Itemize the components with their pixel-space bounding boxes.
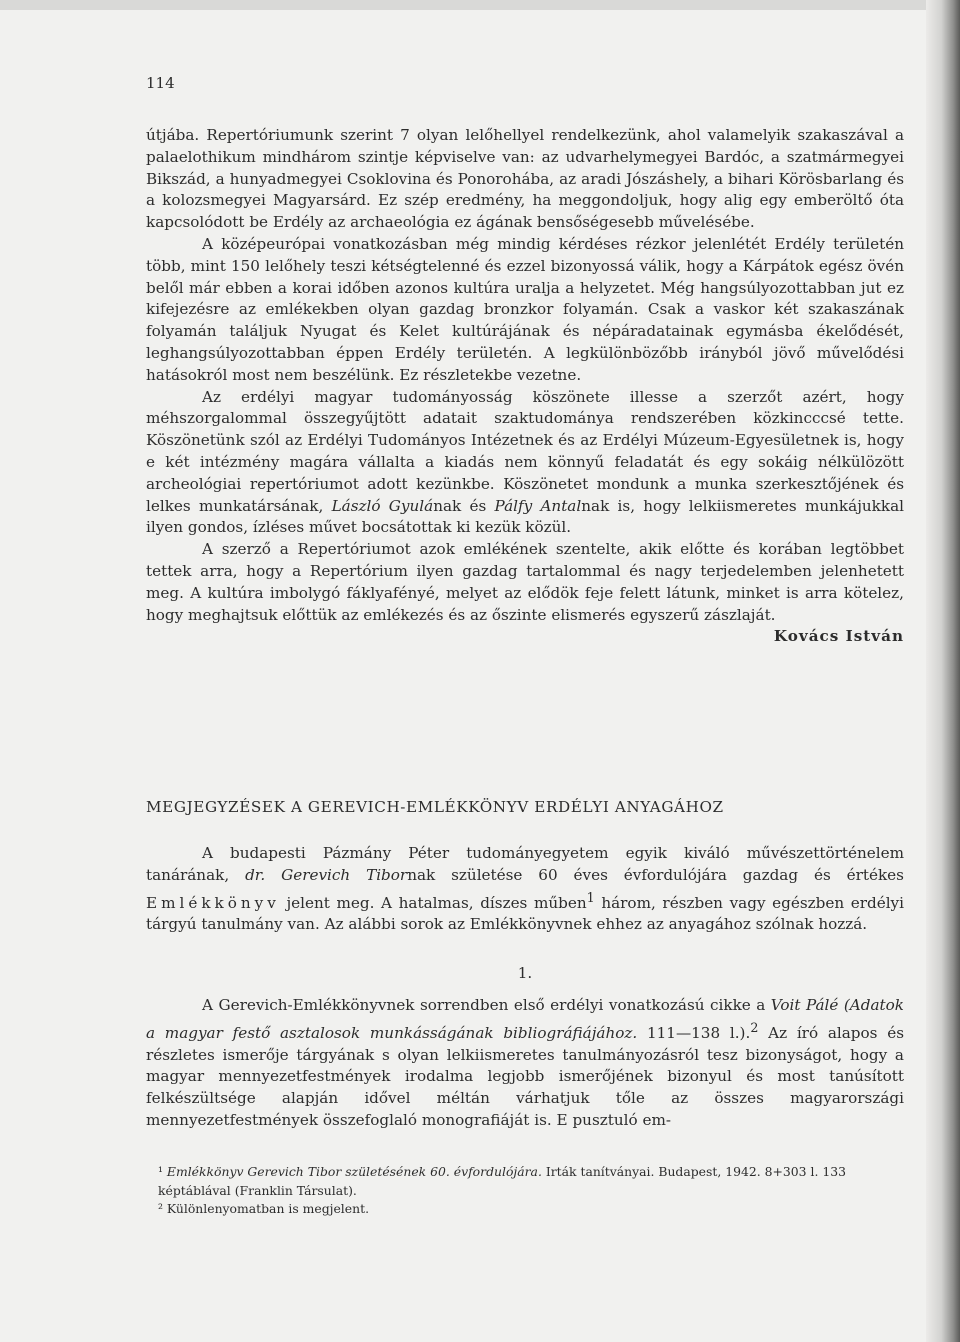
intro-text-4: három, részben vagy egészben erdélyi tárgyú tanulmány van. Az alábbi sorok az Emlékkönyvnek ehhez az anyagához szólnak hozzá. [146,893,904,934]
intro-dr: dr. [245,865,266,884]
article-intro [146,843,904,936]
section-1-body [146,995,904,1132]
inline-person-name: László Gyulá [331,496,434,515]
intro-emlekkonyv: Emlékkönyv [146,893,280,912]
section-text-2: 111—138 l.). [637,1023,751,1042]
footnote-1 [158,1163,904,1200]
scan-top-edge [0,0,960,10]
paragraph-1: útjába. Repertóriumunk szerint 7 olyan lelőhellyel rendelkezünk, ahol valamelyik szakaszával a palaelothikum mindhárom szintje képviselve van: az udvarhelymegyei Bardóc, a szatmármegyei Bikszád, a hunyadmegyei Csoklovina és Ponorohába, az aradi Jószáshely, a bihari Körösbarlang és a kolozsmegyei Magyarsárd. Ez szép eredmény, ha meggondoljuk, hogy alig egy emberöltő óta kapcsolódott be Erdély az archaeológia ez ágának bensőségesebb művelésébe. [146,126,904,232]
section-citation: Voit Pálé (Adatok a magyar festő asztalosok munkásságának bibliográfiájához. [146,996,904,1042]
footnote-2: ² Különlenyomatban is megjelent. [158,1201,370,1216]
section-number: 1. [517,964,533,982]
paragraph-2: A középeurópai vonatkozásban még mindig kérdéses rézkor jelenlétét Erdély területén több, mint 150 lelőhely teszi kétségtelenné és ezzel bizonyossá válik, hogy a Kárpátok egész övén belől már ebben a korai időben azonos kultúra uralja a helyzetet. Még hangsúlyozottabban jut ez kifejezésre az emlékekben olyan gazdag bronzkor folyamán. Csak a vaskor két szakaszának folyamán találjuk Nyugat és Kelet kultúrájának és népáradatainak egymásba ékelődését, leghangsúlyozottabban éppen Erdély területén. A legkülönbözőbb irányból jövő művelődési hatásokról most nem beszélünk. Ez részletekbe vezetne. [146,234,904,384]
footnotes [158,1163,904,1219]
scan-right-edge-shadow [926,0,960,1342]
inline-person-name: Pálfy Antal [494,496,582,515]
intro-honoree-name: Gerevich Tibor [281,865,408,884]
intro-paragraph [146,843,904,936]
footnote-ref-2: 2 [750,1019,759,1035]
intro-text-2: nak születése 60 éves évfordulójára gazdag és értékes [407,865,904,884]
section-text-1: A Gerevich-Emlékkönyvnek sorrendben első erdélyi vonatkozású cikke a [202,996,771,1014]
paragraph-3: Az erdélyi magyar tudományosság köszönete illesse a szerzőt azért, hogy méhszorgalommal összegyűjtött adatait szaktudománya rendszerében közkincccsé tette. Köszönetünk szól az Erdélyi Tudományos Intézetnek és az Erdélyi Múzeum-Egyesületnek is, hogy e két intézmény magára vállalta a kiadás nem könnyű feladatát és egy sokáig nélkülözött archeológiai repertóriumot adott kezünkbe. Köszönetet mondunk a munka szerkesztőjének és lelkes munkatársának, László Gyulának és Pálfy Antalnak is, hogy lelkiismeretes munkájukkal ilyen gondos, ízléses művet bocsátottak ki kezük közül. [146,387,905,537]
footnote-1-title: Emlékkönyv Gerevich Tibor születésének 60. évfordulójára. [166,1164,542,1179]
paragraph-4: A szerző a Repertóriumot azok emlékének szentelte, akik előtte és korában legtöbbet tettek arra, hogy a Repertórium ilyen gazdag tartalommal és nagy terjedelemben jelenhetett meg. A kultúra imbolygó fáklyafényé, melyet az elődök feje felett látunk, minket is arra kötelez, hogy meghajtsuk előttük az emlékezés és az őszinte elismerés egyszerű zászlaját. [146,540,904,624]
section-1-paragraph [146,995,904,1132]
review-body [146,125,904,648]
footnote-1-marker: ¹ [158,1164,163,1179]
footnote-ref-1: 1 [586,889,595,905]
article-title: MEGJEGYZÉSEK A GEREVICH-EMLÉKKÖNYV ERDÉLYI ANYAGÁHOZ [146,798,724,816]
intro-text-1: A budapesti Pázmány Péter tudományegyetem egyik kiváló művészettörténelem tanárának, [146,844,904,884]
author-signature: Kovács István [773,627,904,646]
intro-space [265,866,281,884]
intro-text-3: jelent meg. A hatalmas, díszes műben [279,893,587,912]
page-number: 114 [146,74,175,92]
footnote-1-details: Irták tanítványai. Budapest, 1942. 8+303 l. 133 képtáblával (Franklin Társulat). [158,1164,846,1198]
section-text-3: Az író alapos és részletes ismerője tárgyának s olyan lelkiismeretes tanulmányozásról tesz bizonyságot, hogy a magyar mennyezetfestmények irodalma legjobb ismerőjének bizonyul és most tanúsított felkészültsége alapján idővel méltán várhatjuk tőle az összes magyarországi mennyezetfestmények összefoglaló monografiáját is. E pusztuló em- [146,1023,904,1130]
